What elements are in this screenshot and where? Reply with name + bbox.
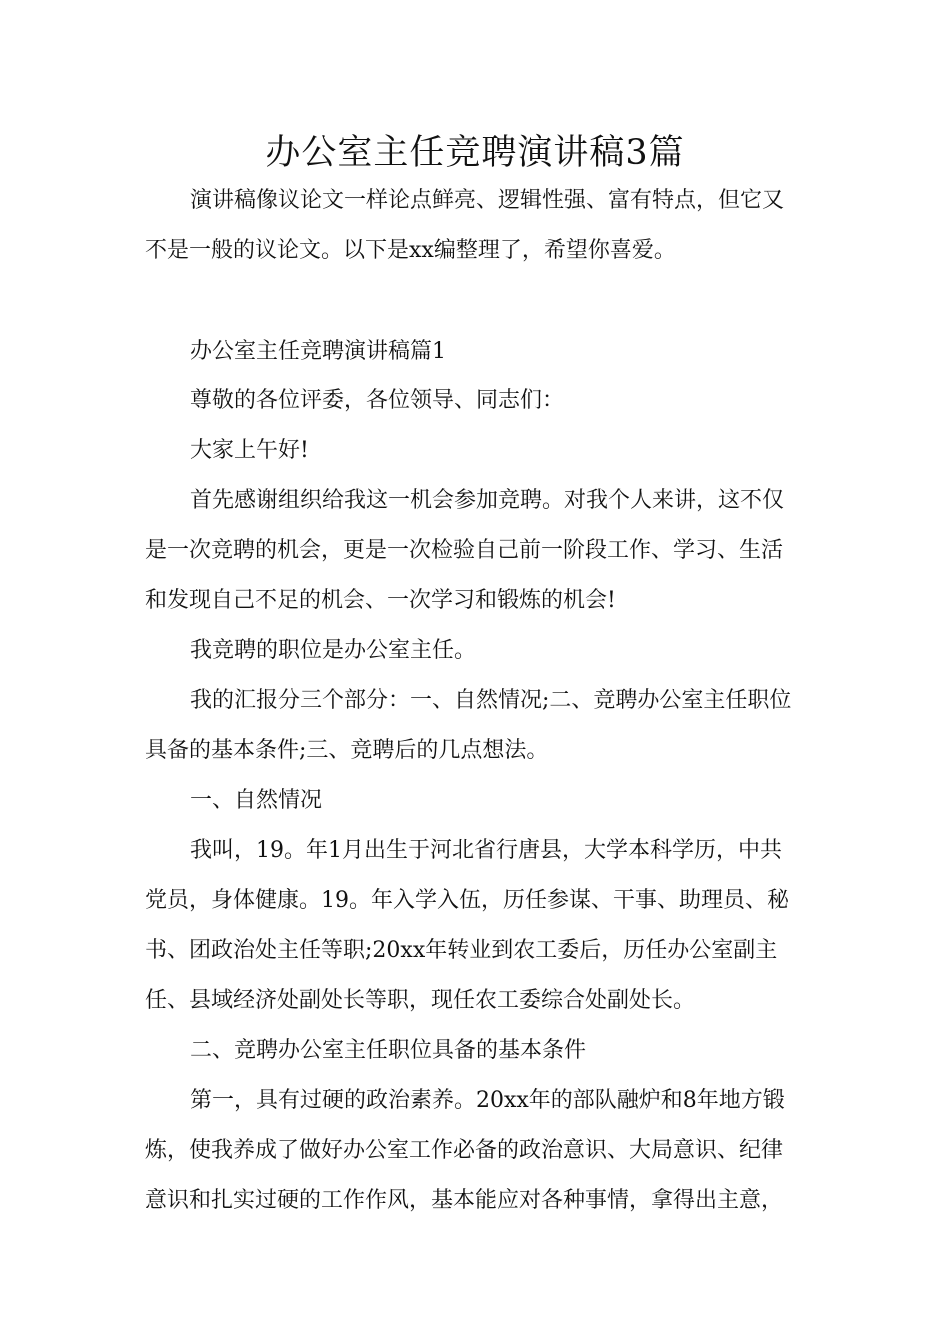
text-line: 我的汇报分三个部分：一、自然情况;二、竞聘办公室主任职位 [190,688,792,713]
text-line: 我竞聘的职位是办公室主任。 [190,638,477,663]
section-heading: 二、竞聘办公室主任职位具备的基本条件 [190,1038,587,1063]
text-line: 书、团政治处主任等职;20xx年转业到农工委后，历任办公室副主 [145,938,778,963]
text-line: 意识和扎实过硬的工作作风，基本能应对各种事情，拿得出主意， [145,1188,784,1213]
document-title: 办公室主任竞聘演讲稿3篇 [265,133,685,173]
section-heading: 办公室主任竞聘演讲稿篇1 [190,339,446,364]
text-line: 首先感谢组织给我这一机会参加竞聘。对我个人来讲，这不仅 [190,488,785,513]
text-line: 具备的基本条件;三、竞聘后的几点想法。 [145,738,549,763]
text-line: 第一，具有过硬的政治素养。20xx年的部队融炉和8年地方锻 [190,1088,785,1113]
text-line: 大家上午好! [190,438,309,463]
text-line: 我叫，19。年1月出生于河北省行唐县，大学本科学历，中共 [190,838,782,863]
text-line: 是一次竞聘的机会，更是一次检验自己前一阶段工作、学习、生活 [145,538,784,563]
text-line: 演讲稿像议论文一样论点鲜亮、逻辑性强、富有特点，但它又 [190,188,785,213]
text-line: 任、县域经济处副处长等职，现任农工委综合处副处长。 [145,988,696,1013]
text-line: 炼，使我养成了做好办公室工作必备的政治意识、大局意识、纪律 [145,1138,784,1163]
section-heading: 一、自然情况 [190,788,323,813]
text-line: 尊敬的各位评委，各位领导、同志们： [190,388,565,413]
text-line: 党员，身体健康。19。年入学入伍，历任参谋、干事、助理员、秘 [145,888,789,913]
text-line: 不是一般的议论文。以下是xx编整理了，希望你喜爱。 [145,238,676,263]
text-line: 和发现自己不足的机会、一次学习和锻炼的机会! [145,588,616,613]
